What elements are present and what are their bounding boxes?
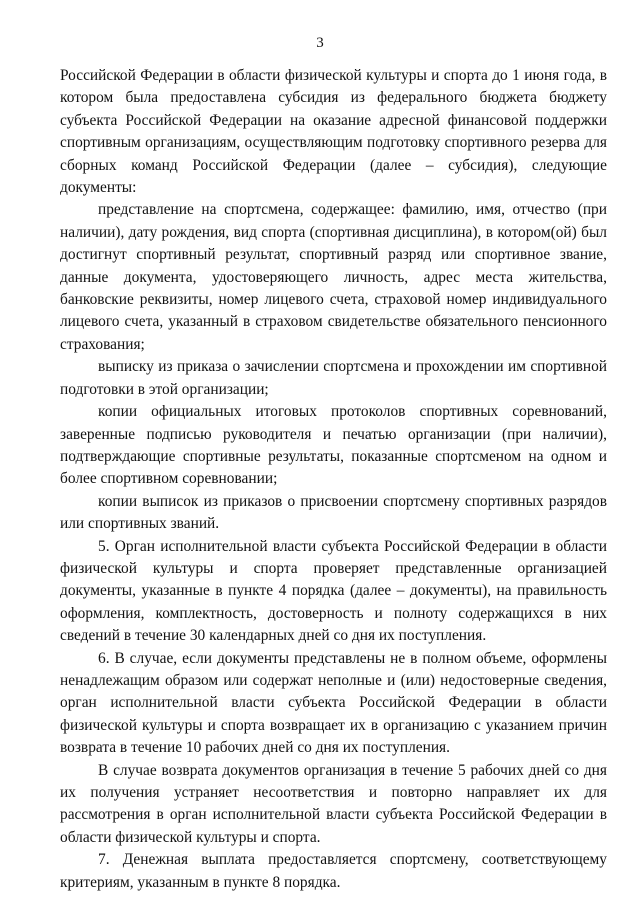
paragraph-representation: представление на спортсмена, содержащее: фамилию, имя, отчество (при наличии), дату рождения, вид спорта (спортивная дисциплина), в котором(ой) был достигнут спортивный результат, спортивный разряд или спортивное звание, данные документа, удостоверяющего личность, адрес места жительства, банковские реквизиты, номер лицевого счета, страховой номер индивидуального лицевого счета, указанный в страховом свидетельстве обязательного пенсионного страхования; bbox=[60, 201, 607, 353]
paragraph-protocols: копии официальных итоговых протоколов спортивных соревнований, заверенные подписью руководителя и печатью организации (при наличии), подтверждающие спортивные результаты, показанные спортсменом на одном и более спортивном соревновании; bbox=[60, 403, 607, 488]
paragraph-6: 6. В случае, если документы представлены не в полном объеме, оформлены ненадлежащим образом или содержат неполные и (или) недостоверные сведения, орган исполнительной власти субъекта Российской Федерации в области физической культуры и спорта возвращает их в организацию с указанием причин возврата в течение 10 рабочих дней со дня их поступления. bbox=[60, 649, 607, 757]
paragraph-extract: выписку из приказа о зачислении спортсмена и прохождении им спортивной подготовки в этой организации; bbox=[60, 358, 607, 398]
paragraph-5: 5. Орган исполнительной власти субъекта Российской Федерации в области физической культуры и спорта проверяет представленные организацией документы, указанные в пункте 4 порядка (далее – документы), на правильность оформления, комплектность, достоверность и полноту содержащихся в них сведений в течение 30 календарных дней со дня их поступления. bbox=[60, 537, 607, 645]
paragraph-7: 7. Денежная выплата предоставляется спортсмену, соответствующему критериям, указанным в пункте 8 порядка. bbox=[60, 851, 607, 891]
page-number: 3 bbox=[316, 35, 324, 51]
paragraph-copies: копии выписок из приказов о присвоении спортсмену спортивных разрядов или спортивных званий. bbox=[60, 492, 607, 533]
paragraph-cont: Российской Федерации в области физической культуры и спорта до 1 июня года, в котором была предоставлена субсидия из федерального бюджета бюджету субъекта Российской Федерации на оказание адресной финансовой поддержки спортивным организациям, осуществляющим подготовку спортивного резерва для сборных команд Российской Федерации (далее – субсидия), следующие документы: bbox=[60, 67, 607, 197]
document-body bbox=[60, 65, 607, 894]
paragraph-return: В случае возврата документов организация в течение 5 рабочих дней со дня их получения устраняет несоответствия и повторно направляет их для рассмотрения в орган исполнительной власти субъекта Российской Федерации в области физической культуры и спорта. bbox=[60, 761, 607, 846]
